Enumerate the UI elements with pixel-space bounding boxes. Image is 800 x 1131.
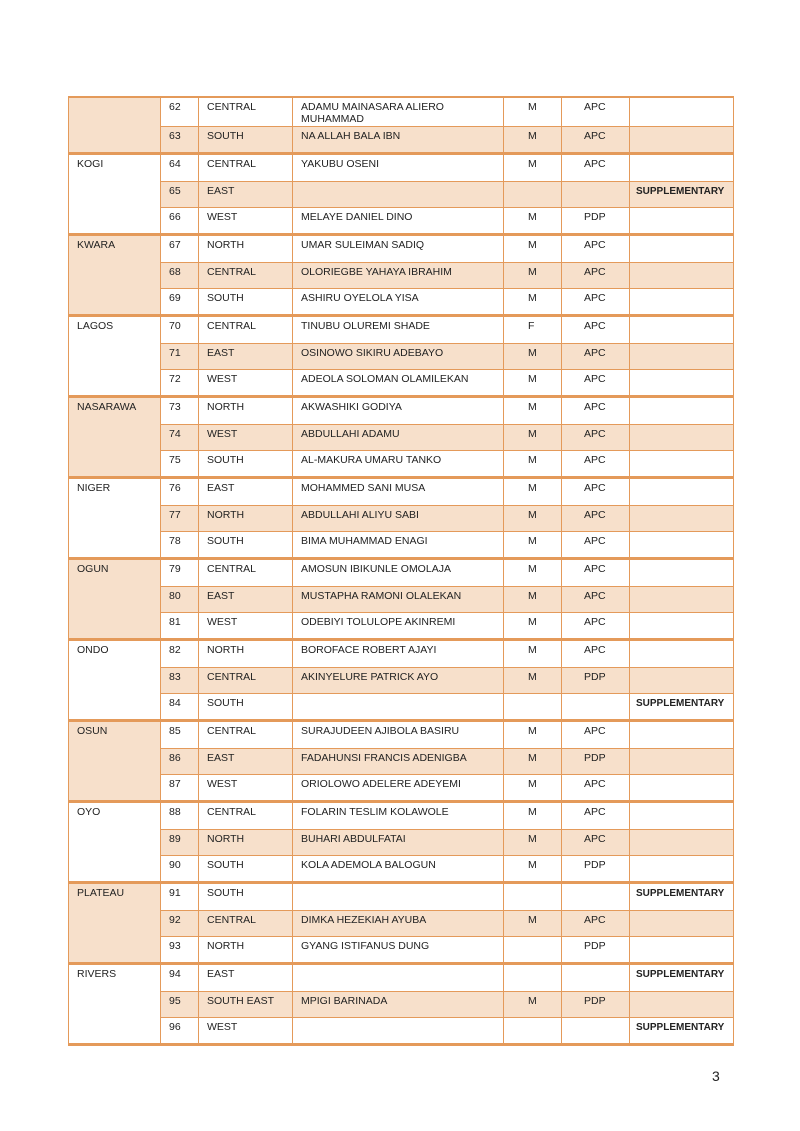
table-row xyxy=(160,505,734,531)
party-cell xyxy=(561,1018,629,1043)
state-group xyxy=(68,965,734,1046)
party-cell: APC xyxy=(561,398,629,424)
table-row xyxy=(160,884,734,910)
district-zone: EAST xyxy=(198,965,292,991)
district-zone: SOUTH xyxy=(198,532,292,557)
sex-cell: M xyxy=(503,641,561,667)
sex-cell xyxy=(503,884,561,910)
remark-cell: SUPPLEMENTARY xyxy=(629,1018,733,1043)
party-cell: PDP xyxy=(561,208,629,233)
sex-cell: M xyxy=(503,587,561,612)
senator-name: MOHAMMED SANI MUSA xyxy=(292,479,503,505)
senator-name: MPIGI BARINADA xyxy=(292,992,503,1017)
party-cell: APC xyxy=(561,451,629,476)
senator-name: KOLA ADEMOLA BALOGUN xyxy=(292,856,503,881)
senator-name: SURAJUDEEN AJIBOLA BASIRU xyxy=(292,722,503,748)
sex-cell: M xyxy=(503,425,561,450)
table-row xyxy=(160,774,734,800)
senatorial-number: 71 xyxy=(160,344,198,369)
party-cell: APC xyxy=(561,479,629,505)
senator-name: FADAHUNSI FRANCIS ADENIGBA xyxy=(292,749,503,774)
table-row xyxy=(160,965,734,991)
table-row xyxy=(160,560,734,586)
state-name: OGUN xyxy=(68,560,160,638)
sex-cell: M xyxy=(503,370,561,395)
remark-cell xyxy=(629,317,733,343)
senatorial-number: 86 xyxy=(160,749,198,774)
senator-name: MUSTAPHA RAMONI OLALEKAN xyxy=(292,587,503,612)
state-group xyxy=(68,398,734,479)
district-zone: CENTRAL xyxy=(198,803,292,829)
senatorial-number: 67 xyxy=(160,236,198,262)
table-row xyxy=(160,126,734,152)
party-cell: APC xyxy=(561,722,629,748)
party-cell: APC xyxy=(561,98,629,126)
table-row xyxy=(160,398,734,424)
senatorial-number: 96 xyxy=(160,1018,198,1043)
table-row xyxy=(160,236,734,262)
district-zone: WEST xyxy=(198,1018,292,1043)
sex-cell: M xyxy=(503,344,561,369)
senatorial-number: 77 xyxy=(160,506,198,531)
district-zone: CENTRAL xyxy=(198,911,292,936)
sex-cell: M xyxy=(503,289,561,314)
remark-cell: SUPPLEMENTARY xyxy=(629,694,733,719)
senator-name: ODEBIYI TOLULOPE AKINREMI xyxy=(292,613,503,638)
senatorial-number: 88 xyxy=(160,803,198,829)
senator-name: BUHARI ABDULFATAI xyxy=(292,830,503,855)
remark-cell xyxy=(629,370,733,395)
senator-name: ABDULLAHI ALIYU SABI xyxy=(292,506,503,531)
remark-cell xyxy=(629,289,733,314)
district-zone: CENTRAL xyxy=(198,98,292,126)
party-cell: APC xyxy=(561,425,629,450)
sex-cell: M xyxy=(503,155,561,181)
district-zone: WEST xyxy=(198,613,292,638)
remark-cell xyxy=(629,425,733,450)
party-cell xyxy=(561,694,629,719)
table-row xyxy=(160,288,734,314)
remark-cell xyxy=(629,803,733,829)
district-zone: WEST xyxy=(198,208,292,233)
state-group xyxy=(68,803,734,884)
table-row xyxy=(160,722,734,748)
remark-cell xyxy=(629,398,733,424)
state-name: NIGER xyxy=(68,479,160,557)
party-cell: APC xyxy=(561,236,629,262)
sex-cell: M xyxy=(503,479,561,505)
remark-cell xyxy=(629,856,733,881)
sex-cell xyxy=(503,1018,561,1043)
senatorial-number: 90 xyxy=(160,856,198,881)
senatorial-number: 65 xyxy=(160,182,198,207)
senator-name xyxy=(292,1018,503,1043)
state-name: OSUN xyxy=(68,722,160,800)
state-group xyxy=(68,884,734,965)
party-cell: APC xyxy=(561,911,629,936)
sex-cell xyxy=(503,694,561,719)
remark-cell xyxy=(629,560,733,586)
senatorial-number: 93 xyxy=(160,937,198,962)
party-cell: APC xyxy=(561,641,629,667)
senator-name: DIMKA HEZEKIAH AYUBA xyxy=(292,911,503,936)
senatorial-number: 95 xyxy=(160,992,198,1017)
senatorial-number: 72 xyxy=(160,370,198,395)
party-cell: APC xyxy=(561,127,629,152)
party-cell xyxy=(561,182,629,207)
district-zone: CENTRAL xyxy=(198,668,292,693)
remark-cell xyxy=(629,587,733,612)
sex-cell: M xyxy=(503,992,561,1017)
remark-cell: SUPPLEMENTARY xyxy=(629,965,733,991)
table-row xyxy=(160,207,734,233)
district-zone: EAST xyxy=(198,182,292,207)
party-cell: APC xyxy=(561,532,629,557)
senator-name: AKINYELURE PATRICK AYO xyxy=(292,668,503,693)
senator-name: OSINOWO SIKIRU ADEBAYO xyxy=(292,344,503,369)
party-cell: APC xyxy=(561,587,629,612)
table-row xyxy=(160,829,734,855)
party-cell: APC xyxy=(561,613,629,638)
senator-name xyxy=(292,182,503,207)
party-cell: APC xyxy=(561,263,629,288)
sex-cell: M xyxy=(503,98,561,126)
senator-name: AL-MAKURA UMARU TANKO xyxy=(292,451,503,476)
senator-name: ASHIRU OYELOLA YISA xyxy=(292,289,503,314)
district-zone: SOUTH xyxy=(198,856,292,881)
senator-name: ABDULLAHI ADAMU xyxy=(292,425,503,450)
table-row xyxy=(160,450,734,476)
remark-cell xyxy=(629,236,733,262)
party-cell: APC xyxy=(561,317,629,343)
remark-cell xyxy=(629,749,733,774)
senator-name xyxy=(292,884,503,910)
table-row xyxy=(160,98,734,126)
senatorial-number: 64 xyxy=(160,155,198,181)
senatorial-number: 84 xyxy=(160,694,198,719)
state-group xyxy=(68,479,734,560)
district-zone: NORTH xyxy=(198,506,292,531)
senator-name: MELAYE DANIEL DINO xyxy=(292,208,503,233)
page-number: 3 xyxy=(712,1068,720,1084)
sex-cell: M xyxy=(503,856,561,881)
sex-cell: M xyxy=(503,208,561,233)
state-name xyxy=(68,98,160,152)
senator-name: UMAR SULEIMAN SADIQ xyxy=(292,236,503,262)
senators-table xyxy=(68,96,734,1046)
senatorial-number: 80 xyxy=(160,587,198,612)
table-row xyxy=(160,991,734,1017)
sex-cell: M xyxy=(503,803,561,829)
senator-name: NA ALLAH BALA IBN xyxy=(292,127,503,152)
party-cell xyxy=(561,965,629,991)
district-zone: NORTH xyxy=(198,937,292,962)
senatorial-number: 82 xyxy=(160,641,198,667)
district-zone: CENTRAL xyxy=(198,263,292,288)
sex-cell: M xyxy=(503,451,561,476)
remark-cell xyxy=(629,775,733,800)
senatorial-number: 81 xyxy=(160,613,198,638)
district-zone: CENTRAL xyxy=(198,560,292,586)
sex-cell: M xyxy=(503,263,561,288)
table-row xyxy=(160,910,734,936)
district-zone: WEST xyxy=(198,775,292,800)
party-cell: PDP xyxy=(561,749,629,774)
party-cell: PDP xyxy=(561,668,629,693)
state-name: RIVERS xyxy=(68,965,160,1043)
state-group xyxy=(68,722,734,803)
state-name: LAGOS xyxy=(68,317,160,395)
remark-cell xyxy=(629,127,733,152)
senator-name: GYANG ISTIFANUS DUNG xyxy=(292,937,503,962)
senatorial-number: 76 xyxy=(160,479,198,505)
state-group xyxy=(68,560,734,641)
district-zone: NORTH xyxy=(198,641,292,667)
district-zone: CENTRAL xyxy=(198,155,292,181)
table-row xyxy=(160,181,734,207)
remark-cell xyxy=(629,532,733,557)
sex-cell: M xyxy=(503,506,561,531)
state-group xyxy=(68,96,734,155)
senatorial-number: 83 xyxy=(160,668,198,693)
district-zone: EAST xyxy=(198,587,292,612)
senator-name: FOLARIN TESLIM KOLAWOLE xyxy=(292,803,503,829)
remark-cell xyxy=(629,208,733,233)
district-zone: SOUTH xyxy=(198,451,292,476)
senatorial-number: 92 xyxy=(160,911,198,936)
remark-cell xyxy=(629,451,733,476)
district-zone: EAST xyxy=(198,344,292,369)
senator-name xyxy=(292,965,503,991)
remark-cell xyxy=(629,830,733,855)
table-row xyxy=(160,612,734,638)
district-zone: SOUTH xyxy=(198,127,292,152)
party-cell: APC xyxy=(561,289,629,314)
table-row xyxy=(160,641,734,667)
district-zone: SOUTH EAST xyxy=(198,992,292,1017)
sex-cell: M xyxy=(503,911,561,936)
senator-name: ORIOLOWO ADELERE ADEYEMI xyxy=(292,775,503,800)
district-zone: SOUTH xyxy=(198,884,292,910)
district-zone: CENTRAL xyxy=(198,317,292,343)
table-row xyxy=(160,369,734,395)
table-row xyxy=(160,155,734,181)
sex-cell: M xyxy=(503,127,561,152)
senator-name: BOROFACE ROBERT AJAYI xyxy=(292,641,503,667)
state-group xyxy=(68,641,734,722)
table-row xyxy=(160,586,734,612)
table-row xyxy=(160,1017,734,1043)
senatorial-number: 66 xyxy=(160,208,198,233)
table-row xyxy=(160,343,734,369)
district-zone: SOUTH xyxy=(198,289,292,314)
table-row xyxy=(160,317,734,343)
state-group xyxy=(68,155,734,236)
remark-cell xyxy=(629,479,733,505)
district-zone: EAST xyxy=(198,749,292,774)
table-row xyxy=(160,748,734,774)
sex-cell xyxy=(503,182,561,207)
table-row xyxy=(160,855,734,881)
remark-cell xyxy=(629,641,733,667)
remark-cell xyxy=(629,911,733,936)
senatorial-number: 63 xyxy=(160,127,198,152)
district-zone: WEST xyxy=(198,370,292,395)
district-zone: NORTH xyxy=(198,398,292,424)
party-cell: APC xyxy=(561,803,629,829)
party-cell: APC xyxy=(561,370,629,395)
sex-cell: M xyxy=(503,613,561,638)
remark-cell xyxy=(629,937,733,962)
remark-cell xyxy=(629,668,733,693)
remark-cell xyxy=(629,98,733,126)
table-row xyxy=(160,667,734,693)
sex-cell xyxy=(503,965,561,991)
remark-cell: SUPPLEMENTARY xyxy=(629,182,733,207)
district-zone: SOUTH xyxy=(198,694,292,719)
table-row xyxy=(160,531,734,557)
sex-cell xyxy=(503,937,561,962)
sex-cell: F xyxy=(503,317,561,343)
sex-cell: M xyxy=(503,749,561,774)
state-name: OYO xyxy=(68,803,160,881)
party-cell: APC xyxy=(561,344,629,369)
remark-cell xyxy=(629,506,733,531)
district-zone: EAST xyxy=(198,479,292,505)
sex-cell: M xyxy=(503,532,561,557)
party-cell: APC xyxy=(561,506,629,531)
sex-cell: M xyxy=(503,775,561,800)
state-name: KWARA xyxy=(68,236,160,314)
table-row xyxy=(160,803,734,829)
party-cell: APC xyxy=(561,775,629,800)
sex-cell: M xyxy=(503,398,561,424)
sex-cell: M xyxy=(503,722,561,748)
senatorial-number: 62 xyxy=(160,98,198,126)
remark-cell xyxy=(629,722,733,748)
party-cell xyxy=(561,884,629,910)
remark-cell xyxy=(629,344,733,369)
senator-name: TINUBU OLUREMI SHADE xyxy=(292,317,503,343)
senatorial-number: 73 xyxy=(160,398,198,424)
district-zone: NORTH xyxy=(198,830,292,855)
table-row xyxy=(160,936,734,962)
remark-cell xyxy=(629,613,733,638)
remark-cell xyxy=(629,155,733,181)
district-zone: NORTH xyxy=(198,236,292,262)
senator-name: BIMA MUHAMMAD ENAGI xyxy=(292,532,503,557)
party-cell: PDP xyxy=(561,992,629,1017)
senatorial-number: 78 xyxy=(160,532,198,557)
senator-name: AKWASHIKI GODIYA xyxy=(292,398,503,424)
district-zone: CENTRAL xyxy=(198,722,292,748)
senatorial-number: 69 xyxy=(160,289,198,314)
party-cell: PDP xyxy=(561,937,629,962)
table-row xyxy=(160,262,734,288)
table-row xyxy=(160,479,734,505)
senatorial-number: 79 xyxy=(160,560,198,586)
sex-cell: M xyxy=(503,830,561,855)
senator-name: OLORIEGBE YAHAYA IBRAHIM xyxy=(292,263,503,288)
party-cell: APC xyxy=(561,830,629,855)
party-cell: APC xyxy=(561,560,629,586)
remark-cell: SUPPLEMENTARY xyxy=(629,884,733,910)
senatorial-number: 91 xyxy=(160,884,198,910)
party-cell: PDP xyxy=(561,856,629,881)
state-group xyxy=(68,317,734,398)
state-name: KOGI xyxy=(68,155,160,233)
senatorial-number: 85 xyxy=(160,722,198,748)
remark-cell xyxy=(629,992,733,1017)
table-row xyxy=(160,424,734,450)
senator-name: ADAMU MAINASARA ALIERO MUHAMMAD xyxy=(292,98,503,126)
senatorial-number: 94 xyxy=(160,965,198,991)
senatorial-number: 74 xyxy=(160,425,198,450)
senator-name: YAKUBU OSENI xyxy=(292,155,503,181)
senatorial-number: 87 xyxy=(160,775,198,800)
senatorial-number: 89 xyxy=(160,830,198,855)
district-zone: WEST xyxy=(198,425,292,450)
senatorial-number: 75 xyxy=(160,451,198,476)
senatorial-number: 70 xyxy=(160,317,198,343)
senator-name: ADEOLA SOLOMAN OLAMILEKAN xyxy=(292,370,503,395)
state-group xyxy=(68,236,734,317)
senatorial-number: 68 xyxy=(160,263,198,288)
senator-name: AMOSUN IBIKUNLE OMOLAJA xyxy=(292,560,503,586)
party-cell: APC xyxy=(561,155,629,181)
remark-cell xyxy=(629,263,733,288)
sex-cell: M xyxy=(503,560,561,586)
table-row xyxy=(160,693,734,719)
sex-cell: M xyxy=(503,236,561,262)
senator-name xyxy=(292,694,503,719)
sex-cell: M xyxy=(503,668,561,693)
state-name: NASARAWA xyxy=(68,398,160,476)
state-name: ONDO xyxy=(68,641,160,719)
state-name: PLATEAU xyxy=(68,884,160,962)
